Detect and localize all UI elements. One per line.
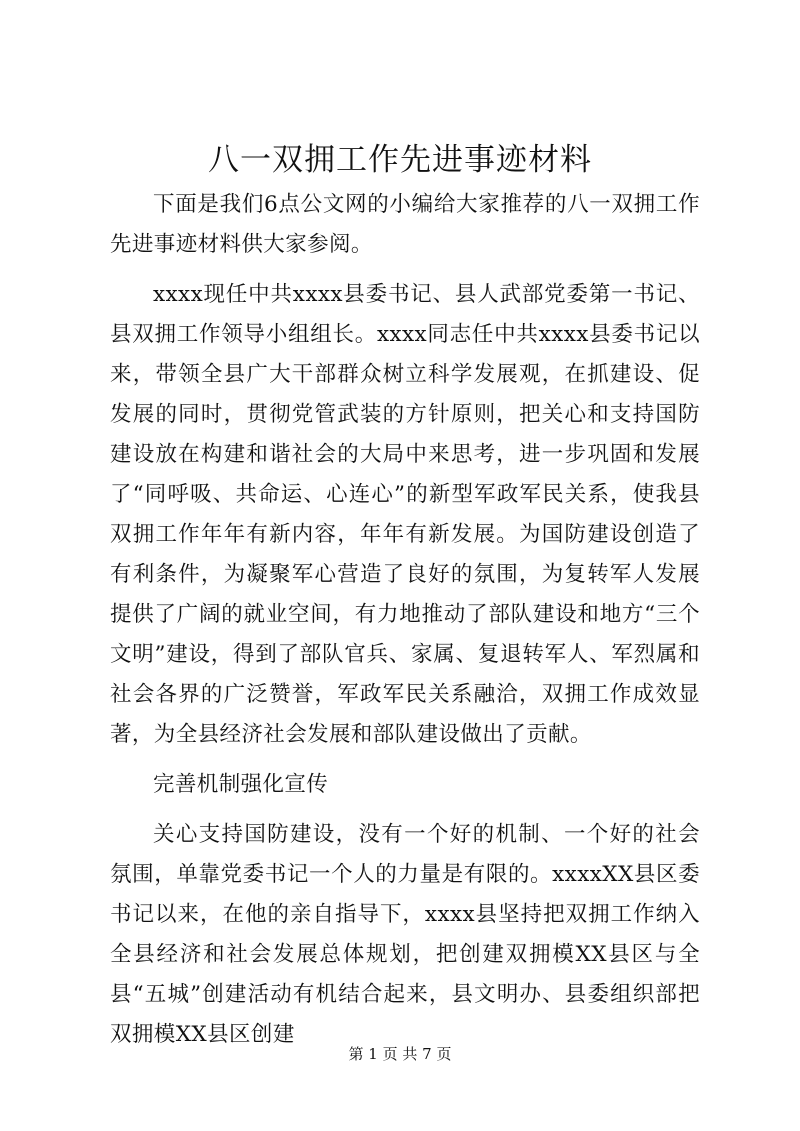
document-body — [110, 185, 700, 1055]
section-heading: 完善机制强化宣传 — [153, 772, 329, 797]
body-paragraph: xxxx现任中共xxxx县委书记、县人武部党委第一书记、县双拥工作领导小组组长。xxxx同志任中共xxxx县委书记以来，带领全县广大干部群众树立科学发展观，在抓建设、促发展的同时，贯彻党管武装的方针原则，把关心和支持国防建设放在构建和谐社会的大局中来思考，进一步巩固和发展了“同呼吸、共命运、心连心”的新型军政军民关系，使我县双拥工作年年有新内容，年年有新发展。为国防建设创造了有利条件，为凝聚军心营造了良好的氛围，为复转军人发展提供了广阔的就业空间，有力地推动了部队建设和地方“三个文明”建设，得到了部队官兵、家属、复退转军人、军烈属和社会各界的广泛赞誉，军政军民关系融洽，双拥工作成效显著，为全县经济社会发展和部队建设做出了贡献。 — [110, 282, 700, 747]
intro-paragraph: 下面是我们6点公文网的小编给大家推荐的八一双拥工作先进事迹材料供大家参阅。 — [110, 192, 700, 257]
page-footer: 第 1 页 共 7 页 — [348, 1045, 452, 1063]
document-title: 八一双拥工作先进事迹材料 — [208, 142, 592, 178]
body-paragraph: 关心支持国防建设，没有一个好的机制、一个好的社会氛围，单靠党委书记一个人的力量是有限的。xxxxXX县区委书记以来，在他的亲自指导下，xxxx县坚持把双拥工作纳入全县经济和社会发展总体规划，把创建双拥模XX县区与全县“五城”创建活动有机结合起来，县文明办、县委组织部把双拥模XX县区创建 — [110, 822, 700, 1047]
